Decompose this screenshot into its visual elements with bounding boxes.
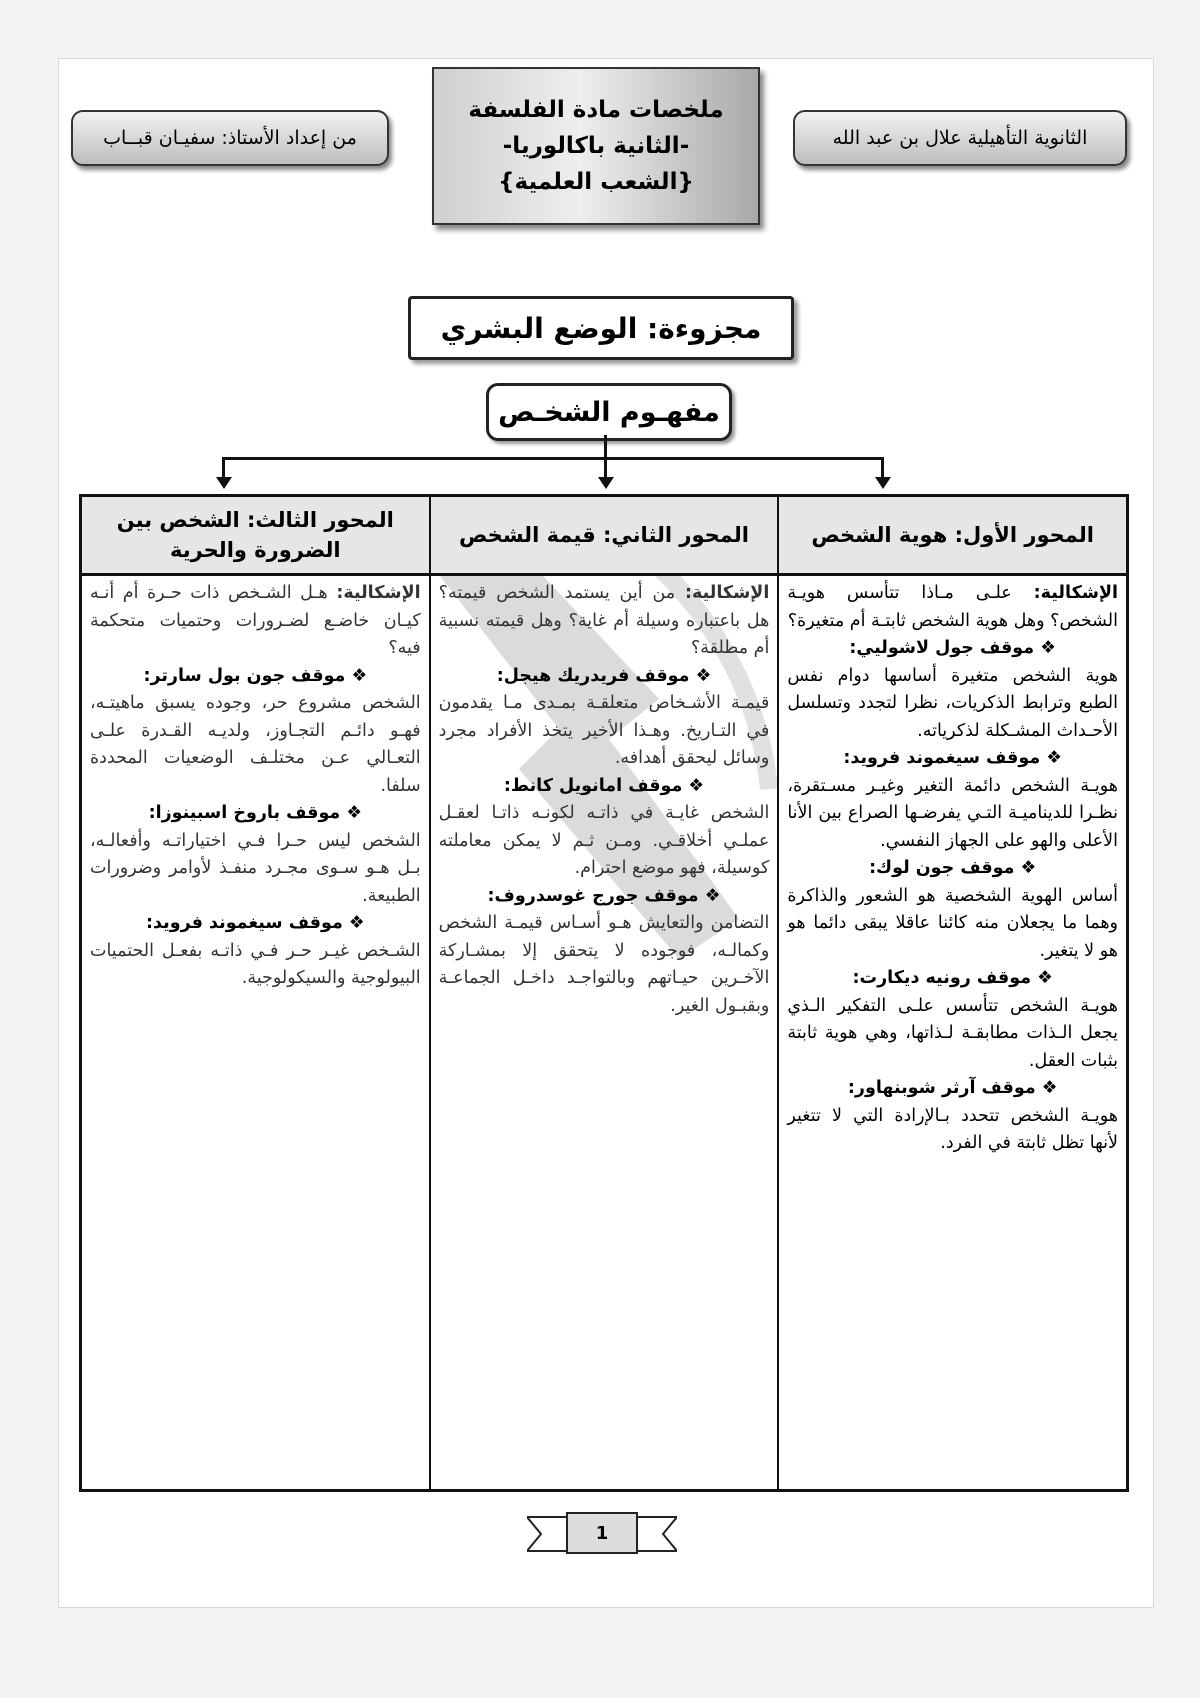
- axis-2-problem: [439, 580, 770, 663]
- connector-horizontal: [222, 457, 884, 460]
- axis-3-problem-text: هـل الشـخص ذات حـرة أم أنـه كيـان خاضـع لضـرورات وحتميات متحكمة فيه؟: [89, 583, 421, 658]
- axis-2-problem-label: الإشكالية:: [685, 583, 770, 603]
- axis-1-position-name: ❖ موقف سيغموند فرويد:: [843, 748, 1062, 768]
- page-number-badge: [527, 1509, 677, 1559]
- axis-1-position-text: هوية الشخص متغيرة أساسها دوام نفس الطبع وترابط الذكريات، نظرا لتجدد وتسلسل الأحـداث المشـكلة لذكرياته.: [787, 665, 1118, 741]
- axis-1-position-text: هويـة الشخص دائمة التغير وغيـر مسـتقرة، نظـرا للديناميـة التـي يفرضـها الصراع بين الأنا الأعلى والهو على الجهاز النفسي.: [787, 775, 1118, 851]
- axis-3-position-name: ❖ موقف جون بول سارتر:: [143, 665, 368, 686]
- axes-table: [79, 494, 1129, 1492]
- axis-1-problem-text: علـى مـاذا تتأسس هويـة الشخص؟ وهل هوية الشخص ثابتـة أم متغيرة؟: [787, 583, 1118, 631]
- title-line-3: {الشعب العلمية}: [498, 169, 694, 195]
- axis-3-position-name: ❖ موقف باروخ اسبينوزا:: [148, 803, 363, 823]
- axis-1-position-name: ❖ موقف آرثر شوبنهاور:: [847, 1078, 1058, 1098]
- connector-middle: [604, 457, 607, 479]
- connector-vertical-main: [604, 435, 607, 459]
- arrow-middle: [598, 477, 614, 489]
- axis-2-position-text: التضامن والتعايش هـو أسـاس قيمـة الشخص وكمالـه، فوجوده لا يتحقق إلا بمشـاركة الآخـرين حيـاتهم وبالتواجـد داخـل الجماعـة وبقبـول الغير.: [438, 913, 770, 1016]
- title-scroll: [432, 67, 760, 225]
- title-line-1: ملخصات مادة الفلسفة: [468, 97, 724, 123]
- axis-1-body: [779, 576, 1126, 1158]
- module-title-text: مجزوءة: الوضع البشري: [440, 311, 762, 345]
- title-line-2: -الثانية باكالوريا-: [502, 133, 690, 159]
- axis-3-title: المحور الثالث: الشخص بين الضرورة والحرية: [82, 497, 429, 576]
- axis-3-problem: [90, 580, 421, 663]
- axis-column-3: [82, 497, 429, 1489]
- axis-2-position-text: قيمـة الأشـخاص متعلقـة بمـدى مـا يقدمون في التـاريخ. وهـذا الأخير يتخذ الأفراد مجرد وسائل ليحقق أهدافه.: [438, 693, 770, 768]
- author-name: من إعداد الأستاذ: سفيـان قبــاب: [103, 127, 357, 149]
- axis-3-position-text: الشـخص غيـر حـر فـي ذاتـه بفعـل الحتميات البيولوجية والسيكولوجية.: [89, 940, 421, 988]
- document-page: [58, 58, 1154, 1608]
- axis-1-position-text: هويـة الشخص تتأسس علـى التفكير الـذي يجعل الـذات مطابقـة لـذاتها، وهي هوية ثابتة بثبات العقل.: [787, 995, 1118, 1071]
- axis-column-1: [777, 497, 1126, 1489]
- axis-2-position-name: ❖ موقف جورج غوسدروف:: [487, 885, 721, 906]
- axis-2-position-text: الشخص غايـة في ذاتـه لكونـه ذاتـا لعقـل عملـي أخلاقـي. ومـن ثـم لا يمكن معاملته كوسيلة، فهو موضع احترام.: [438, 803, 770, 878]
- axis-column-2: [429, 497, 778, 1489]
- axis-2-body: [431, 576, 778, 1020]
- axis-1-position-name: ❖ موقف رونيه ديكارت:: [852, 968, 1053, 988]
- axis-3-position-text: الشخص ليس حـرا فـي اختياراتـه وأفعالـه، بـل هـو سـوى مجـرد منفـذ لأوامر وضرورات الطبيعة.: [89, 830, 421, 906]
- axis-3-position-text: الشخص مشروع حر، وجوده يسبق ماهيتـه، فهـو دائـم التجـاوز، ولديـه القـدرة علـى التعـالي عـن مختلـف الوضعيات المحددة سلفا.: [89, 693, 421, 796]
- axis-3-position-name: ❖ موقف سيغموند فرويد:: [146, 913, 365, 933]
- arrow-right: [875, 477, 891, 489]
- axis-2-position-name: ❖ موقف امانويل كانط:: [503, 775, 705, 796]
- axis-1-position-text: هويـة الشخص تتحدد بـالإرادة التي لا تتغير لأنها تظل ثابتة في الفرد.: [787, 1105, 1118, 1153]
- page-number: 1: [595, 1522, 609, 1544]
- axis-2-problem-text: من أين يستمد الشخص قيمته؟ هل باعتباره وسيلة أم غاية؟ وهل قيمته نسبية أم مطلقة؟: [438, 583, 770, 658]
- school-name-box: [793, 110, 1127, 166]
- concept-title-text: مفهـوم الشخـص: [498, 396, 720, 428]
- axis-1-problem: [787, 580, 1118, 635]
- axis-1-title: المحور الأول: هوية الشخص: [779, 497, 1126, 576]
- concept-title: [486, 383, 732, 441]
- axis-1-position-name: ❖ موقف جون لوك:: [869, 858, 1037, 878]
- axis-2-title: المحور الثاني: قيمة الشخص: [431, 497, 778, 576]
- module-title: [408, 296, 794, 360]
- arrow-left: [216, 477, 232, 489]
- connector-right: [881, 457, 884, 479]
- axis-3-body: [82, 576, 429, 993]
- connector-left: [222, 457, 225, 479]
- school-name: الثانوية التأهيلية علال بن عبد الله: [832, 127, 1088, 149]
- axis-1-position-text: أساس الهوية الشخصية هو الشعور والذاكرة وهما ما يجعلان منه كائنا عاقلا يبقى دائما هو هو لا يتغير.: [787, 885, 1118, 961]
- axis-3-problem-label: الإشكالية:: [336, 583, 421, 603]
- author-box: [71, 110, 389, 166]
- axis-1-position-name: ❖ موقف جول لاشوليي:: [849, 638, 1056, 658]
- axis-1-problem-label: الإشكالية:: [1033, 583, 1118, 603]
- axis-2-position-name: ❖ موقف فريدريك هيجل:: [496, 665, 712, 686]
